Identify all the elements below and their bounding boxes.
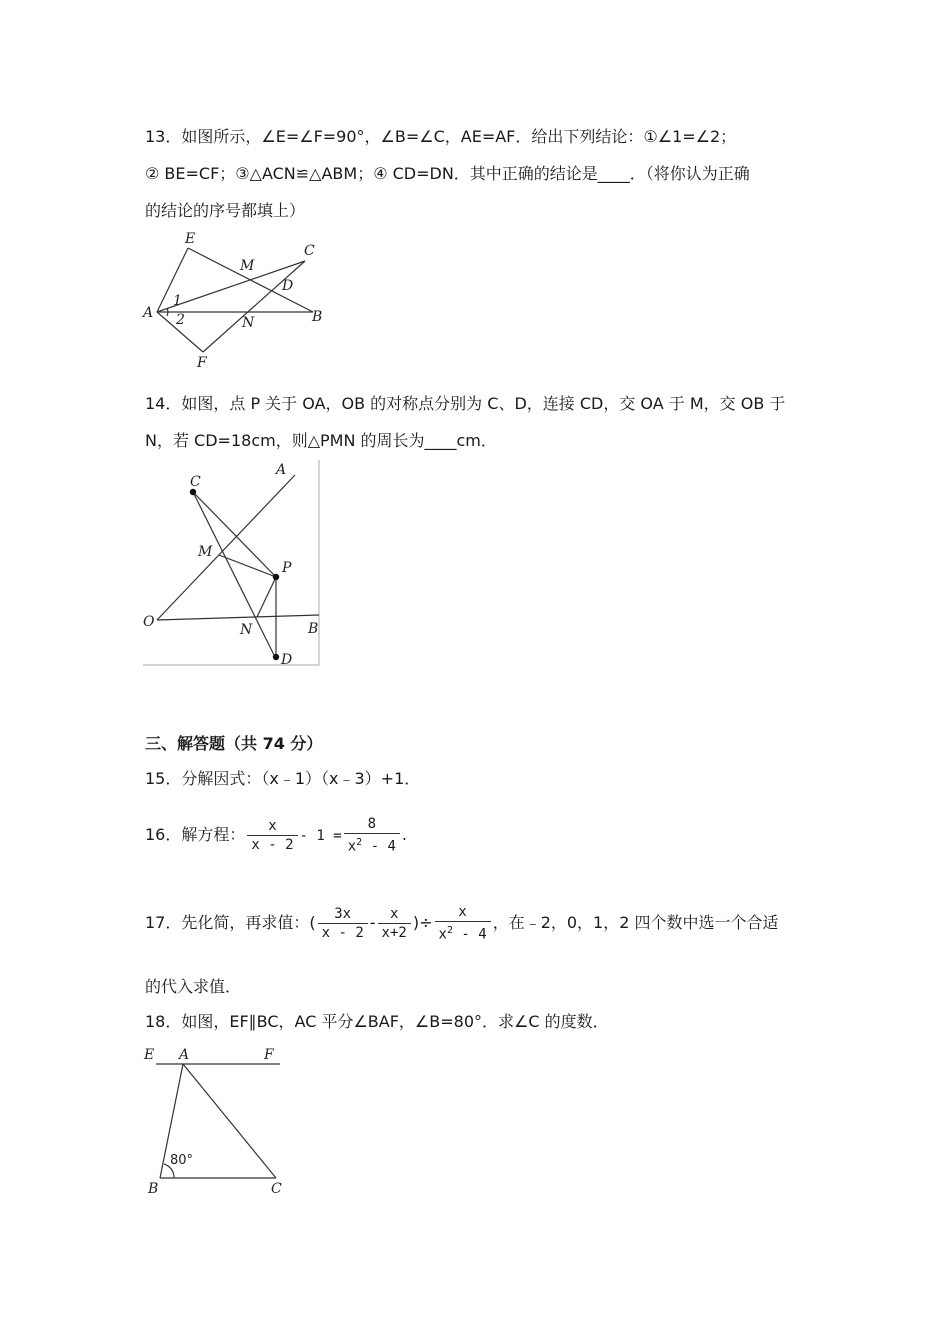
q17-f3-num: x	[435, 903, 491, 922]
q17-f3-den	[435, 922, 491, 944]
q14-label-C: C	[190, 474, 201, 490]
section3-title: 三、解答题（共 74 分）	[145, 734, 323, 753]
q17-line1	[145, 893, 779, 953]
q17-div: )÷	[412, 913, 433, 932]
q17-fraction-1	[318, 905, 368, 942]
q13-label-1: 1	[173, 293, 182, 309]
q14-line1: 14．如图，点 P 关于 OA，OB 的对称点分别为 C、D，连接 CD，交 OA 于 M，交 OB 于	[145, 394, 786, 413]
q16-prefix: 16．解方程：	[145, 825, 246, 844]
q16-line	[145, 805, 407, 866]
q13-label-A: A	[143, 305, 154, 321]
q16-f1-den: x - 2	[251, 837, 294, 853]
q18-figure	[140, 1040, 290, 1200]
q13-line1: 13．如图所示，∠E=∠F=90°，∠B=∠C，AE=AF．给出下列结论：①∠1=∠2；	[145, 127, 737, 146]
q17-minus: -	[369, 913, 376, 932]
q18-label-A: A	[179, 1047, 190, 1063]
q16-f1-num: x	[247, 817, 297, 836]
q13-label-N: N	[242, 315, 255, 331]
q15-text: 15．分解因式：（x﹣1）（x﹣3）+1．	[145, 769, 421, 788]
q18-label-angle: 80°	[170, 1153, 194, 1168]
q16-suffix: .	[401, 825, 407, 844]
q17-suffix: ，在﹣2，0，1，2 四个数中选一个合适	[492, 913, 779, 932]
q13-label-2: 2	[176, 312, 185, 328]
q13-label-F: F	[197, 355, 207, 371]
q17-f1-num: 3x	[318, 905, 368, 924]
q17-f2-num: x	[378, 905, 411, 924]
q16-f2-num: 8	[344, 815, 400, 834]
q14-label-N: N	[240, 622, 253, 638]
q14-figure	[140, 460, 325, 670]
q17-prefix: 17．先化简，再求值：(	[145, 913, 316, 932]
q14-label-B: B	[308, 621, 319, 637]
q16-fraction-1	[247, 817, 297, 854]
q13-line2: ② BE=CF；③△ACN≌△ABM；④ CD=DN．其中正确的结论是____．（将你认为正确	[145, 164, 750, 183]
q16-f2-den	[344, 834, 400, 856]
q17-f2-den: x+2	[381, 925, 407, 941]
q13-label-D: D	[282, 278, 294, 294]
q18-label-C: C	[271, 1181, 282, 1197]
q17-f3-den-rest: - 4	[452, 926, 487, 943]
q17-line2: 的代入求值．	[145, 977, 242, 996]
q16-minus: - 1 =	[299, 828, 342, 844]
q17-fraction-2	[378, 905, 411, 942]
q17-f3-den-exp: 2	[446, 925, 453, 937]
q16-f2-den-base: x	[347, 838, 357, 855]
q17-f3-den-base: x	[438, 926, 447, 943]
q16-f2-den-exp: 2	[356, 837, 363, 849]
q13-figure	[140, 228, 330, 373]
q13-label-C: C	[304, 243, 315, 259]
q14-label-M: M	[198, 544, 213, 560]
q16-fraction-2	[344, 815, 400, 856]
q17-fraction-3	[435, 903, 491, 944]
q13-label-E: E	[185, 231, 196, 247]
q18-label-B: B	[148, 1181, 159, 1197]
q14-line2: N，若 CD=18cm，则△PMN 的周长为____cm．	[145, 431, 497, 450]
q14-label-D: D	[281, 652, 293, 668]
q16-f2-den-rest: - 4	[362, 838, 396, 855]
q18-text: 18．如图，EF∥BC，AC 平分∠BAF，∠B=80°．求∠C 的度数．	[145, 1012, 609, 1031]
q14-label-P: P	[282, 560, 292, 576]
q13-line3: 的结论的序号都填上）	[145, 201, 306, 220]
q13-label-M: M	[240, 258, 255, 274]
q14-label-A: A	[276, 462, 287, 478]
q14-label-O: O	[143, 614, 155, 630]
q18-label-F: F	[264, 1047, 274, 1063]
q18-label-E: E	[144, 1047, 155, 1063]
q13-label-B: B	[312, 309, 323, 325]
q17-f1-den: x - 2	[321, 925, 364, 941]
